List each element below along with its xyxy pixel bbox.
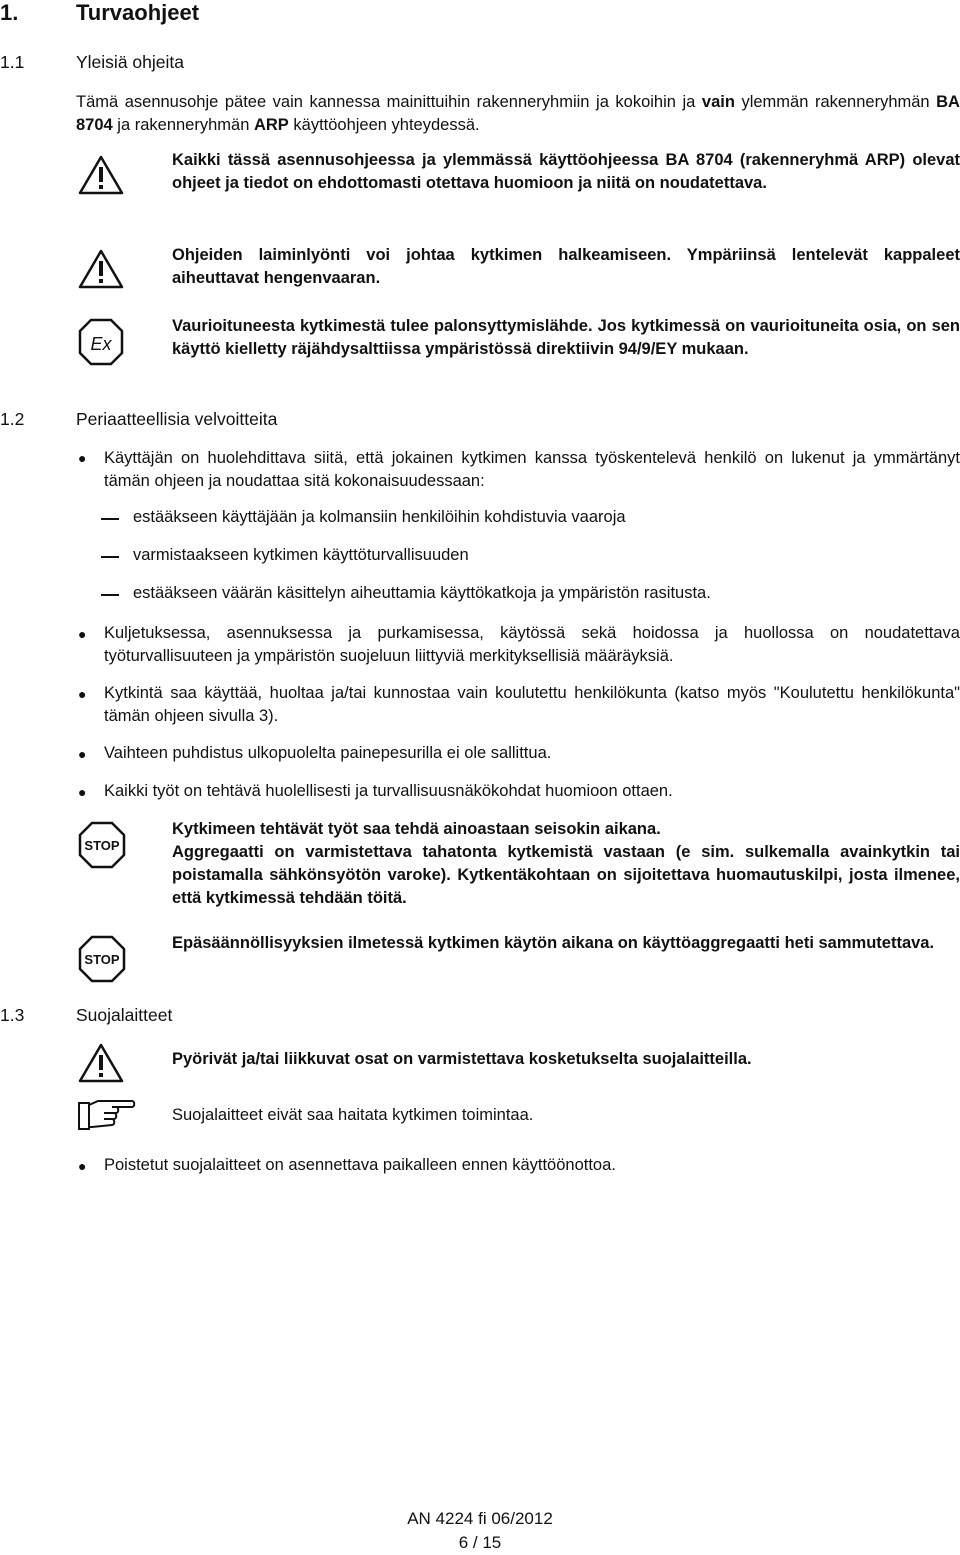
dash-icon <box>101 594 119 596</box>
svg-text:STOP: STOP <box>84 838 120 853</box>
stop-warning-text: Epäsäännöllisyyksien ilmetessä kytkimen käytön aikana on käyttöaggregaatti heti sammutettava. <box>172 934 935 952</box>
warning-triangle-icon <box>78 1042 124 1084</box>
list-item: Kaikki työt on tehtävä huolellisesti ja turvallisuusnäkökohdat huomioon ottaen. <box>104 782 673 800</box>
section-title: Suojalaitteet <box>76 1005 173 1025</box>
sub-list-item: estääkseen väärän käsittelyn aiheuttamia käyttökatkoja ja ympäristön rasitusta. <box>133 584 711 602</box>
sub-list-item: estääkseen käyttäjään ja kolmansiin henkilöihin kohdistuvia vaaroja <box>133 508 626 526</box>
list-item: Käyttäjän on huolehdittava siitä, että jokainen kytkimen kanssa työskentelevä henkilö on lukenut ja ymmärtänyt tämän ohjeen ja noudattaa sitä kokonaisuudessaan: <box>104 449 960 490</box>
list-item: Kuljetuksessa, asennuksessa ja purkamisessa, käytössä sekä hoidossa ja huollossa on noudatettava työturvallisuuteen ja ympäristön suojeluun liittyviä merkityksellisiä määräyksiä. <box>104 624 960 665</box>
intro-paragraph: Tämä asennusohje pätee vain kannessa mainittuihin rakenneryhmiin ja kokoihin ja vain ylemmän rakenneryhmän BA 8704 ja rakenneryhmän ARP käyttöohjeen yhteydessä. <box>76 93 960 134</box>
sub-list-item: varmistaakseen kytkimen käyttöturvallisuuden <box>133 546 469 564</box>
page-footer <box>0 1507 960 1555</box>
warning-text: Kaikki tässä asennusohjeessa ja ylemmässä käyttöohjeessa BA 8704 (rakenneryhmä ARP) olevat ohjeet ja tiedot on ehdottomasti otettava huomioon ja niitä on noudatettava. <box>172 151 960 192</box>
section-heading-1-1 <box>0 52 960 76</box>
section-title: Turvaohjeet <box>76 0 200 25</box>
dash-icon <box>101 518 119 520</box>
stop-sign-icon <box>78 935 126 983</box>
bullet-icon: ● <box>78 450 87 466</box>
section-heading-1-2 <box>0 409 960 433</box>
page-number: 6 / 15 <box>458 1533 502 1552</box>
explosion-protection-icon <box>78 318 124 366</box>
section-number: 1.1 <box>0 52 25 72</box>
document-id: AN 4224 fi 06/2012 <box>407 1509 553 1528</box>
bullet-icon: ● <box>78 784 87 800</box>
svg-text:Ex: Ex <box>90 334 112 354</box>
stop-sign-icon <box>78 821 126 869</box>
svg-text:STOP: STOP <box>84 952 120 967</box>
dash-icon <box>101 556 119 558</box>
section-title: Yleisiä ohjeita <box>76 52 184 72</box>
section-heading-1-3 <box>0 1005 960 1029</box>
warning-text: Pyörivät ja/tai liikkuvat osat on varmistettava kosketukselta suojalaitteilla. <box>172 1050 752 1068</box>
ex-warning-text: Vaurioituneesta kytkimestä tulee palonsyttymislähde. Jos kytkimessä on vaurioituneita osia, on sen käyttö kielletty räjähdysalttiissa ympäristössä direktiivin 94/9/EY mukaan. <box>172 317 960 358</box>
bullet-icon: ● <box>78 746 87 762</box>
bullet-icon: ● <box>78 1158 87 1174</box>
section-title: Periaatteellisia velvoitteita <box>76 409 278 429</box>
section-heading-1 <box>0 0 960 28</box>
warning-text: Ohjeiden laiminlyönti voi johtaa kytkimen halkeamiseen. Ympäriinsä lentelevät kappaleet aiheuttavat hengenvaaran. <box>172 246 960 287</box>
section-number: 1. <box>0 0 19 25</box>
list-item: Vaihteen puhdistus ulkopuolelta painepesurilla ei ole sallittua. <box>104 744 552 762</box>
stop-warning-text: Kytkimeen tehtävät työt saa tehdä ainoastaan seisokin aikana. Aggregaatti on varmistettava tahatonta kytkemistä vastaan (e sim. sulkemalla avainkytkin tai poistamalla sähkönsyötön varoke). Kytkentäkohtaan on sijoitettava huomautuskilpi, josta ilmenee, että kytkimessä tehdään töitä. <box>172 820 960 907</box>
warning-triangle-icon <box>78 248 124 290</box>
bullet-icon: ● <box>78 686 87 702</box>
section-number: 1.2 <box>0 409 25 429</box>
pointing-hand-icon <box>76 1093 136 1133</box>
note-text: Suojalaitteet eivät saa haitata kytkimen toimintaa. <box>172 1106 534 1124</box>
section-number: 1.3 <box>0 1005 25 1025</box>
warning-triangle-icon <box>78 154 124 196</box>
bullet-icon: ● <box>78 626 87 642</box>
list-item: Poistetut suojalaitteet on asennettava paikalleen ennen käyttöönottoa. <box>104 1156 616 1174</box>
list-item: Kytkintä saa käyttää, huoltaa ja/tai kunnostaa vain koulutettu henkilökunta (katso myös "Koulutettu henkilökunta" tämän ohjeen sivulla 3). <box>104 684 960 725</box>
